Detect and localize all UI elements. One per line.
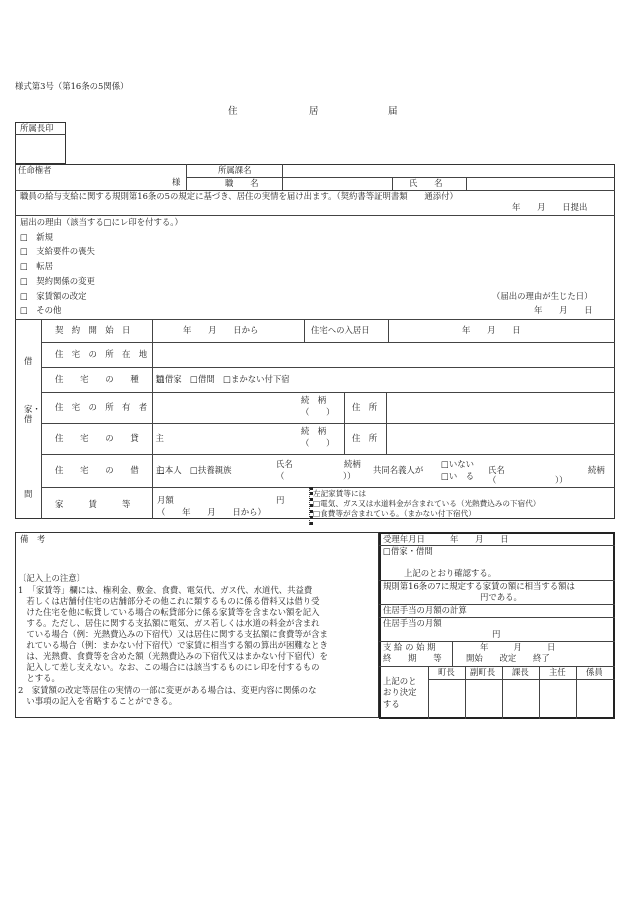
note-line: けた住宅を他に転貸している場合の転貸部分に係る家賃等を含まない額を記入	[18, 607, 320, 617]
office-rule-yen: 円である。	[480, 592, 522, 602]
rent-period[interactable]: （ 年 月 日から）	[157, 507, 266, 517]
owner-relation: 続 柄	[301, 395, 327, 405]
rent-yen: 円	[276, 495, 285, 505]
borrower-options[interactable]: □本人 □扶養親族	[157, 465, 232, 475]
office-status[interactable]: 開始 改定 終了	[466, 653, 550, 663]
owner-relation-paren: （ ）	[301, 407, 335, 417]
title-char-3: 届	[388, 106, 399, 117]
note-line: 若しくは店舗付住宅の店舗部分その他これに類するものに係る借料又は借り受	[18, 596, 320, 606]
note-line: 2 家賃額の改定等居住の実情の一部に変更がある場合は、変更内容に関係のな	[18, 685, 317, 695]
borrower-paren: （ ））	[276, 471, 356, 481]
note-line: は、光熱費、食費等を含めた額（光熱費込みの下宿代又はまかない付下宿代）を	[18, 651, 328, 661]
office-end-label: 終 期 等	[383, 653, 442, 663]
side-label-3: 間	[24, 489, 33, 499]
reason-rent[interactable]: □ 家賃額の改定	[20, 291, 87, 301]
dept-label: 所属課名	[218, 165, 252, 175]
note-line: 1 「家賃等」欄には、権利金、敷金、食費、電気代、ガス代、水道代、共益費	[18, 585, 313, 595]
borrower-name: 氏名	[276, 459, 293, 469]
reason-loss[interactable]: □ 支給要件の喪失	[20, 246, 95, 256]
intro-text: 職員の給与支給に関する規則第16条の5の規定に基づき、居住の実情を届け出ます。（契約書等証明書類 通添付）	[20, 191, 458, 201]
reason-other[interactable]: □ その他	[20, 305, 62, 315]
decide-line-1: 上記のと	[383, 676, 417, 686]
office-start-label: 支 給 の 始 期	[383, 642, 436, 652]
boss-seal-label: 所属長印	[20, 123, 54, 133]
movein-value[interactable]: 年 月 日	[462, 325, 521, 335]
received-date: 受理年月日 年 月 日	[383, 534, 509, 544]
stamp-deputy: 副町長	[470, 667, 496, 677]
type-options[interactable]: □借家 □借間 □まかない付下宿	[157, 374, 290, 384]
sama-label: 様	[172, 177, 181, 187]
reason-move[interactable]: □ 転居	[20, 261, 54, 271]
form-number: 様式第3号（第16条の5関係）	[15, 81, 129, 91]
rent-note-utility[interactable]: □電気、ガス又は水道料金が含まれている（光熱費込みの下宿代）	[313, 499, 541, 508]
joint-paren: （ ））	[488, 475, 568, 485]
office-calc: 住居手当の月額の計算	[383, 605, 467, 615]
office-rule: 規則第16条の7に規定する家賃の額に相当する額は	[383, 581, 575, 591]
rent-label: 家 賃 等	[55, 499, 131, 509]
stamp-mayor: 町長	[438, 667, 455, 677]
office-ymd: 年 月 日	[480, 642, 556, 652]
owner-residence-label: 住 所	[352, 402, 378, 412]
side-label-1: 借	[24, 356, 33, 366]
name-label: 氏 名	[409, 178, 443, 188]
address-label: 住 宅 の 所 在 地	[55, 349, 148, 359]
note-line: れている場合（例：まかない付下宿代）で家賃に相当する額の算出が困難なとき	[18, 640, 328, 650]
office-monthly: 住居手当の月額	[383, 618, 442, 628]
joint-label: 共同名義人が	[373, 465, 424, 475]
owner-label: 住 宅 の 所 有 者	[55, 402, 148, 412]
rent-monthly-label: 月額	[157, 495, 174, 505]
rent-note-meals[interactable]: □食費等が含まれている。（まかない付下宿代）	[313, 509, 476, 518]
submit-date: 年 月 日提出	[512, 202, 588, 212]
joint-relation: 続柄	[588, 465, 605, 475]
note-line: する。ただし、居住に関する支払額に電気、ガス若しくは水道の料金が含まれ	[18, 618, 320, 628]
post-label: 職 名	[225, 178, 259, 188]
remarks-label: 備 考	[20, 534, 46, 544]
decide-line-3: する	[383, 699, 400, 709]
reason-contract[interactable]: □ 契約関係の変更	[20, 276, 95, 286]
side-label-2: 家・借	[24, 404, 41, 424]
office-monthly-yen: 円	[492, 629, 501, 639]
stamp-chief: 課長	[512, 667, 529, 677]
lessor-relation-paren: （ ）	[301, 438, 335, 448]
title-char-1: 住	[228, 106, 239, 117]
note-line: とする。	[18, 673, 60, 683]
borrower-relation: 続柄	[344, 459, 361, 469]
note-line: い事項の記入を省略することができる。	[18, 696, 178, 706]
reason-new[interactable]: □ 新規	[20, 232, 54, 242]
note-line: 記入して差し支えない。なお、この場合には該当するものにレ印を付するもの	[18, 662, 320, 672]
stamp-supervisor: 主任	[549, 667, 566, 677]
reason-heading: 届出の理由（該当する□にレ印を付する。）	[20, 217, 183, 227]
contract-start-value[interactable]: 年 月 日から	[183, 325, 259, 335]
lessor-residence-label: 住 所	[352, 433, 378, 443]
note-line: ている場合（例：光熱費込みの下宿代）又は居住に関する支払額に食費等が含ま	[18, 629, 328, 639]
office-confirm: 上記のとおり確認する。	[404, 568, 497, 578]
type-label: 住 宅 の 種 類	[55, 374, 164, 384]
appointer-label: 任命権者	[18, 165, 52, 175]
decide-line-2: おり決定	[383, 687, 417, 697]
office-rent-type[interactable]: □借家・借間	[383, 546, 433, 556]
title-char-2: 居	[309, 106, 320, 117]
contract-start-label: 契 約 開 始 日	[55, 325, 131, 335]
movein-label: 住宅への入居日	[311, 325, 370, 335]
rent-note-head: 左記家賃等には	[313, 489, 367, 498]
joint-name: 氏名	[488, 465, 505, 475]
lessor-label: 住 宅 の 貸 主	[55, 433, 164, 443]
reason-date-label: （届出の理由が生じた日）	[492, 291, 593, 301]
joint-exists[interactable]: □い る	[441, 471, 475, 481]
lessor-relation: 続 柄	[301, 426, 327, 436]
joint-none[interactable]: □いない	[441, 459, 475, 469]
notes-heading: 〔記入上の注意〕	[18, 573, 85, 583]
reason-date: 年 月 日	[534, 305, 593, 315]
stamp-staff: 係員	[586, 667, 603, 677]
borrower-label: 住 宅 の 借 主	[55, 465, 164, 475]
